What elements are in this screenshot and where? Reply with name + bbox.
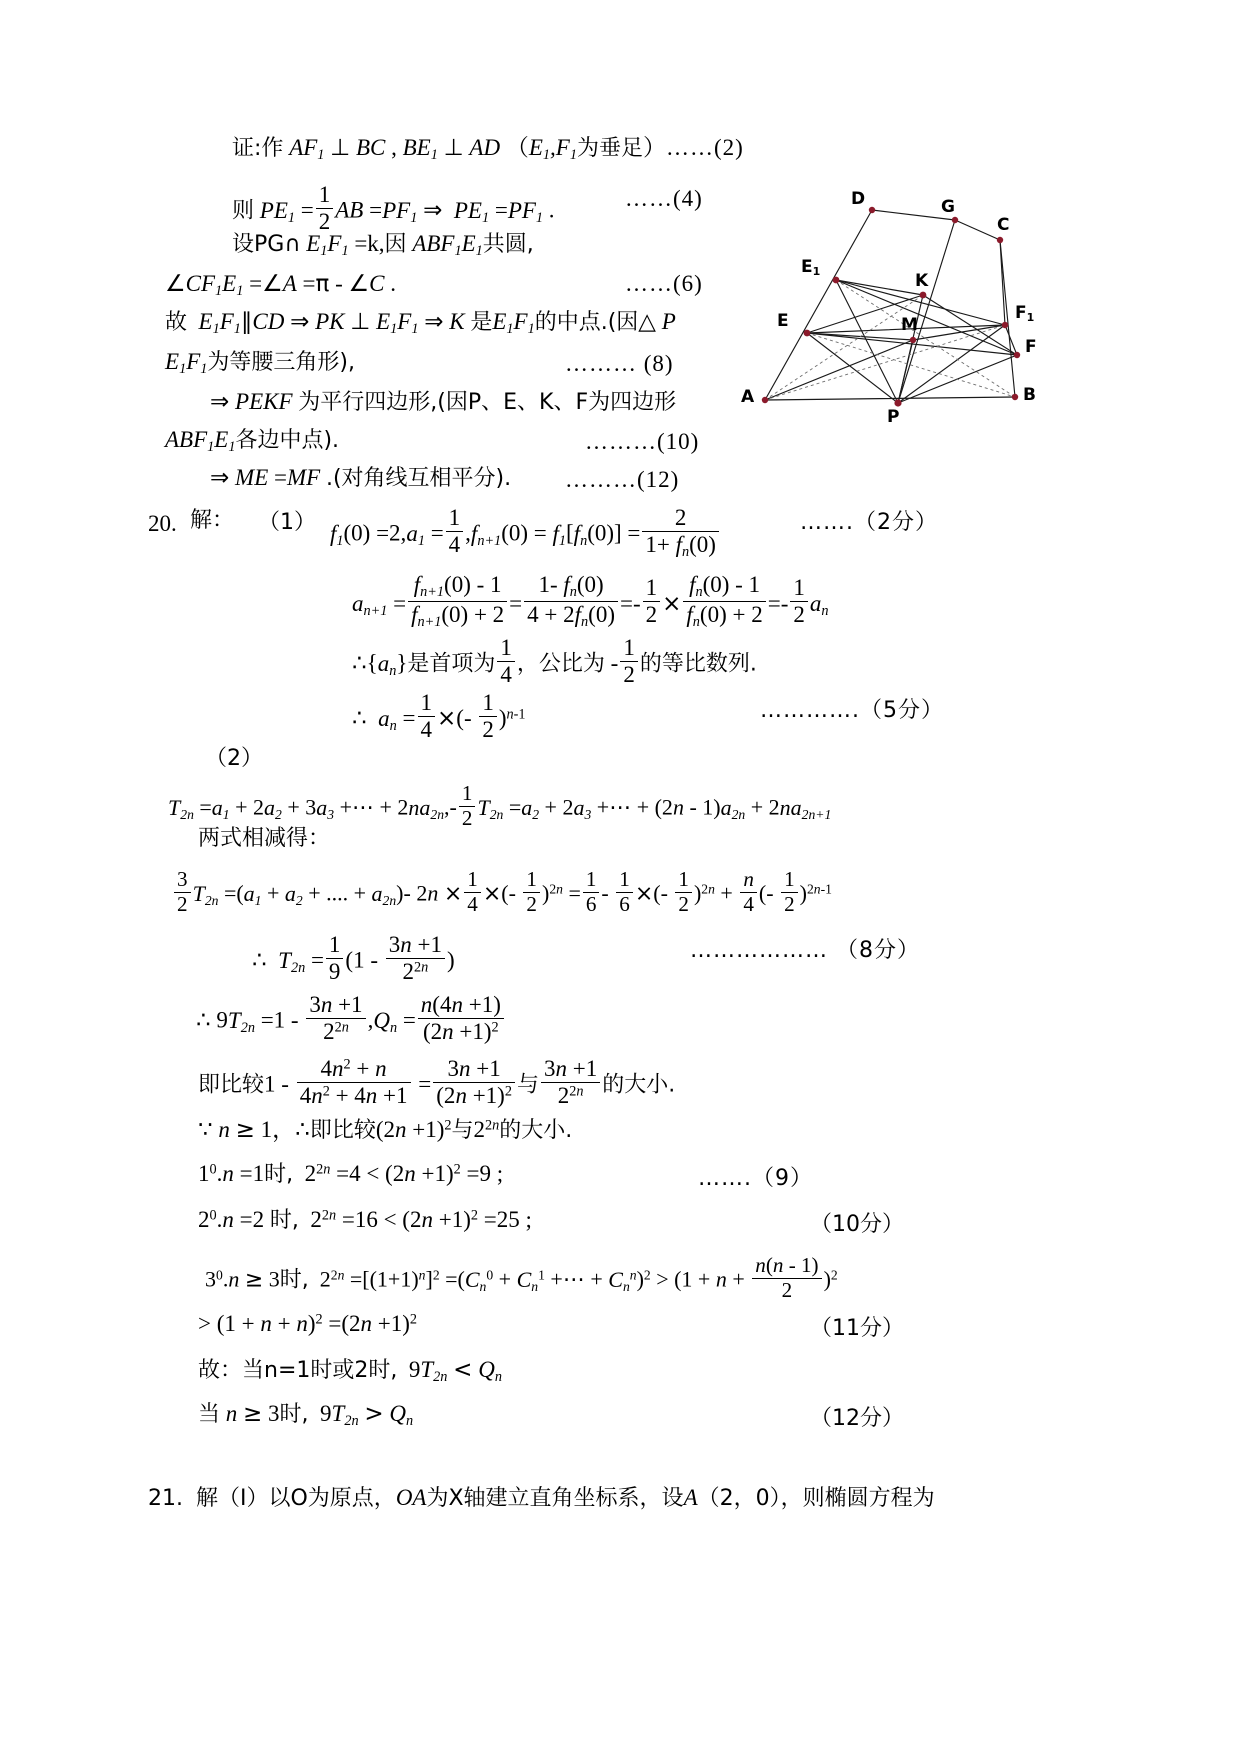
proof-line-7: ⇒ PEKF 为平行四边形,(因P、E、K、F为四边形	[210, 389, 677, 415]
problem20-eq-9T: ∴ $9T_{2n} =1$ - $\frac{3n +1}{2^{2n}}$ $,Q_n$ = $\frac{n(4n +1)}{(2n +1)^2}$	[196, 992, 506, 1045]
diagram-label-B: B	[1023, 385, 1036, 405]
problem20-case-3b: > $(1 + n + n)^2 =(2n +1)^2$	[198, 1311, 418, 1336]
diagram-label-A: A	[741, 387, 755, 407]
problem20-eq-recurrence: $a_{n+1}$ = $\frac{f_{n+1}(0) - 1}{f_{n+1}(0) + 2}$ = $\frac{1- f_n(0)}{4 + 2f_n(0)}$ =- $\frac{1}{2}$ × $\frac{f_n(0) - 1}{f_n(0) + 2}$ =- $\frac{1}{2}$ $a_n$	[352, 572, 829, 630]
diagram-label-C: C	[997, 215, 1010, 235]
problem20-line-since: ∵ n ≥ 1，∴即比较$(2n +1)^2$与$2^{2n}$的大小.	[198, 1117, 573, 1143]
proof-line-8: $ABF_1E_1$各边中点).	[165, 427, 340, 455]
problem20-case-2: $2^0.n =2$ 时, $2^{2n} =16 < (2n +1)^2 =25$ ;	[198, 1207, 532, 1233]
problem20-conclusion-2: 当 n ≥ 3时, $9T_{2n} > Q_n$	[198, 1401, 414, 1429]
diagram-label-P: P	[887, 407, 900, 427]
problem20-part2-label: （2）	[205, 746, 263, 771]
proof-mark-10: ………(10)	[585, 429, 700, 454]
proof-line-5: 故 $E_1F_1\parallel CD$ ⇒ PK ⊥ $E_1F_1$ ⇒ K 是$E_1F_1$的中点.(因△ P	[165, 309, 676, 337]
diagram-label-E: E	[777, 311, 789, 331]
problem20-line-compare: 即比较1 - $\frac{4n^2 + n}{4n^2 + 4n +1}$ = $\frac{3n +1}{(2n +1)^2}$ 与 $\frac{3n +1}{2^{2n}}$ 的大小.	[198, 1056, 676, 1108]
proof-mark-4: ……(4)	[625, 186, 703, 211]
problem20-mark-8fen: ……………… （8分）	[690, 938, 920, 963]
problem20-case-3: $3^0.n \ge 3$时, $2^{2n} =[(1+1)^n]^2 =(C_n^0 + C_n^1$ +⋯ + $C_n^n)^2 > (1 + n$ + $\frac{n(n - 1)}{2}$ )$^2$	[205, 1253, 838, 1302]
problem20-eq-T2n-result: ∴ $T_{2n}$ = $\frac{1}{9}$ (1 - $\frac{3n +1}{2^{2n}}$ )	[252, 932, 455, 984]
proof-mark-8: ……… (8)	[565, 351, 674, 376]
diagram-label-E1: E1	[801, 257, 821, 278]
problem20-jie: 解：	[190, 508, 235, 533]
problem21-text: 解（I）以O为原点，OA为X轴建立直角坐标系，设A（2，0），则椭圆方程为	[196, 1485, 935, 1511]
proof-mark-6: ……(6)	[625, 271, 703, 296]
proof-line-6: $E_1F_1$为等腰三角形),	[165, 349, 355, 377]
diagram-label-F1: F1	[1015, 303, 1035, 324]
problem20-mark-5fen: ………….（5分）	[760, 698, 944, 723]
diagram-label-F: F	[1025, 337, 1037, 357]
proof-line-4: $\angle CF_1E_1$ =∠A =π - ∠C .	[165, 271, 396, 299]
geometry-diagram	[735, 185, 1065, 430]
problem20-eq-T2n: $T_{2n} =a_1 + 2a_2 + 3a_3$ +⋯ + $2na_{2n},-$ $\frac{1}{2}$ $T_{2n} =a_2 + 2a_3$ +⋯ + $(2n - 1)a_{2n} + 2na_{2n+1}$	[168, 781, 832, 830]
problem20-eq-32T: $\frac{3}{2}$ $T_{2n} =(a_1 + a_2$ + .... + $a_{2n})-$ 2n × $\frac{1}{4}$ ×(- $\frac{1}{2}$ )$^{2n}$ = $\frac{1}{6}$ - $\frac{1}{6}$ ×(- $\frac{1}{2}$ )$^{2n}$ + $\frac{n}{4}$ (- $\frac{1}{2}$ )$^{2n-1}$	[172, 868, 832, 916]
problem20-part1-label: （1）	[258, 510, 316, 535]
diagram-label-K: K	[915, 271, 929, 291]
problem21-number: 21.	[148, 1486, 183, 1511]
problem20-number: 20.	[148, 511, 177, 536]
problem20-case-1: $1^0.n =1$时, $2^{2n} =4 < (2n +1)^2 =9$ ;	[198, 1161, 504, 1187]
problem20-conclusion-1: 故：当n=1时或2时, $9T_{2n} < Q_n$	[198, 1357, 502, 1385]
problem20-eq-an: ∴ $a_n$ = $\frac{1}{4}$ ×(- $\frac{1}{2}$ )$^{n-1}$	[352, 690, 526, 742]
problem20-mark-11fen: （11分）	[810, 1316, 904, 1341]
problem20-line-geometric: $\therefore\{a_n\}$是首项为 $\frac{1}{4}$ ，公比为 - $\frac{1}{2}$ 的等比数列.	[352, 635, 757, 687]
proof-line-1: 证:作 $AF_1$ ⊥ BC , $BE_1$ ⊥ AD （$E_1,F_1$为垂足）……(2)	[232, 135, 744, 163]
proof-line-2: 则 $PE_1$ = $\frac{1}{2}$ AB $=PF_1$ ⇒ $PE_1 =PF_1$ .	[232, 182, 555, 234]
proof-line-3: 设PG∩ $E_1F_1 =k$,因 $ABF_1E_1$共圆,	[232, 231, 534, 259]
proof-line-9: ⇒ ME =MF .(对角线互相平分).	[210, 465, 512, 491]
diagram-label-G: G	[941, 197, 955, 217]
problem20-line-subtract: 两式相减得：	[198, 826, 331, 851]
problem20-mark-12fen: （12分）	[810, 1406, 904, 1431]
problem20-eq-f1: $f_1(0) =2,a_1$ = $\frac{1}{4}$ $,f_{n+1}(0) = f_1[f_n(0)]$ = $\frac{2}{1+ f_n(0)}$	[330, 505, 721, 561]
proof-mark-12: ………(12)	[565, 467, 680, 492]
diagram-label-D: D	[851, 189, 866, 209]
problem20-mark-2fen: …….（2分）	[800, 510, 938, 535]
diagram-label-M: M	[901, 315, 918, 335]
problem20-mark-10fen: （10分）	[810, 1212, 904, 1237]
problem20-mark-9: …….（9）	[698, 1166, 813, 1191]
